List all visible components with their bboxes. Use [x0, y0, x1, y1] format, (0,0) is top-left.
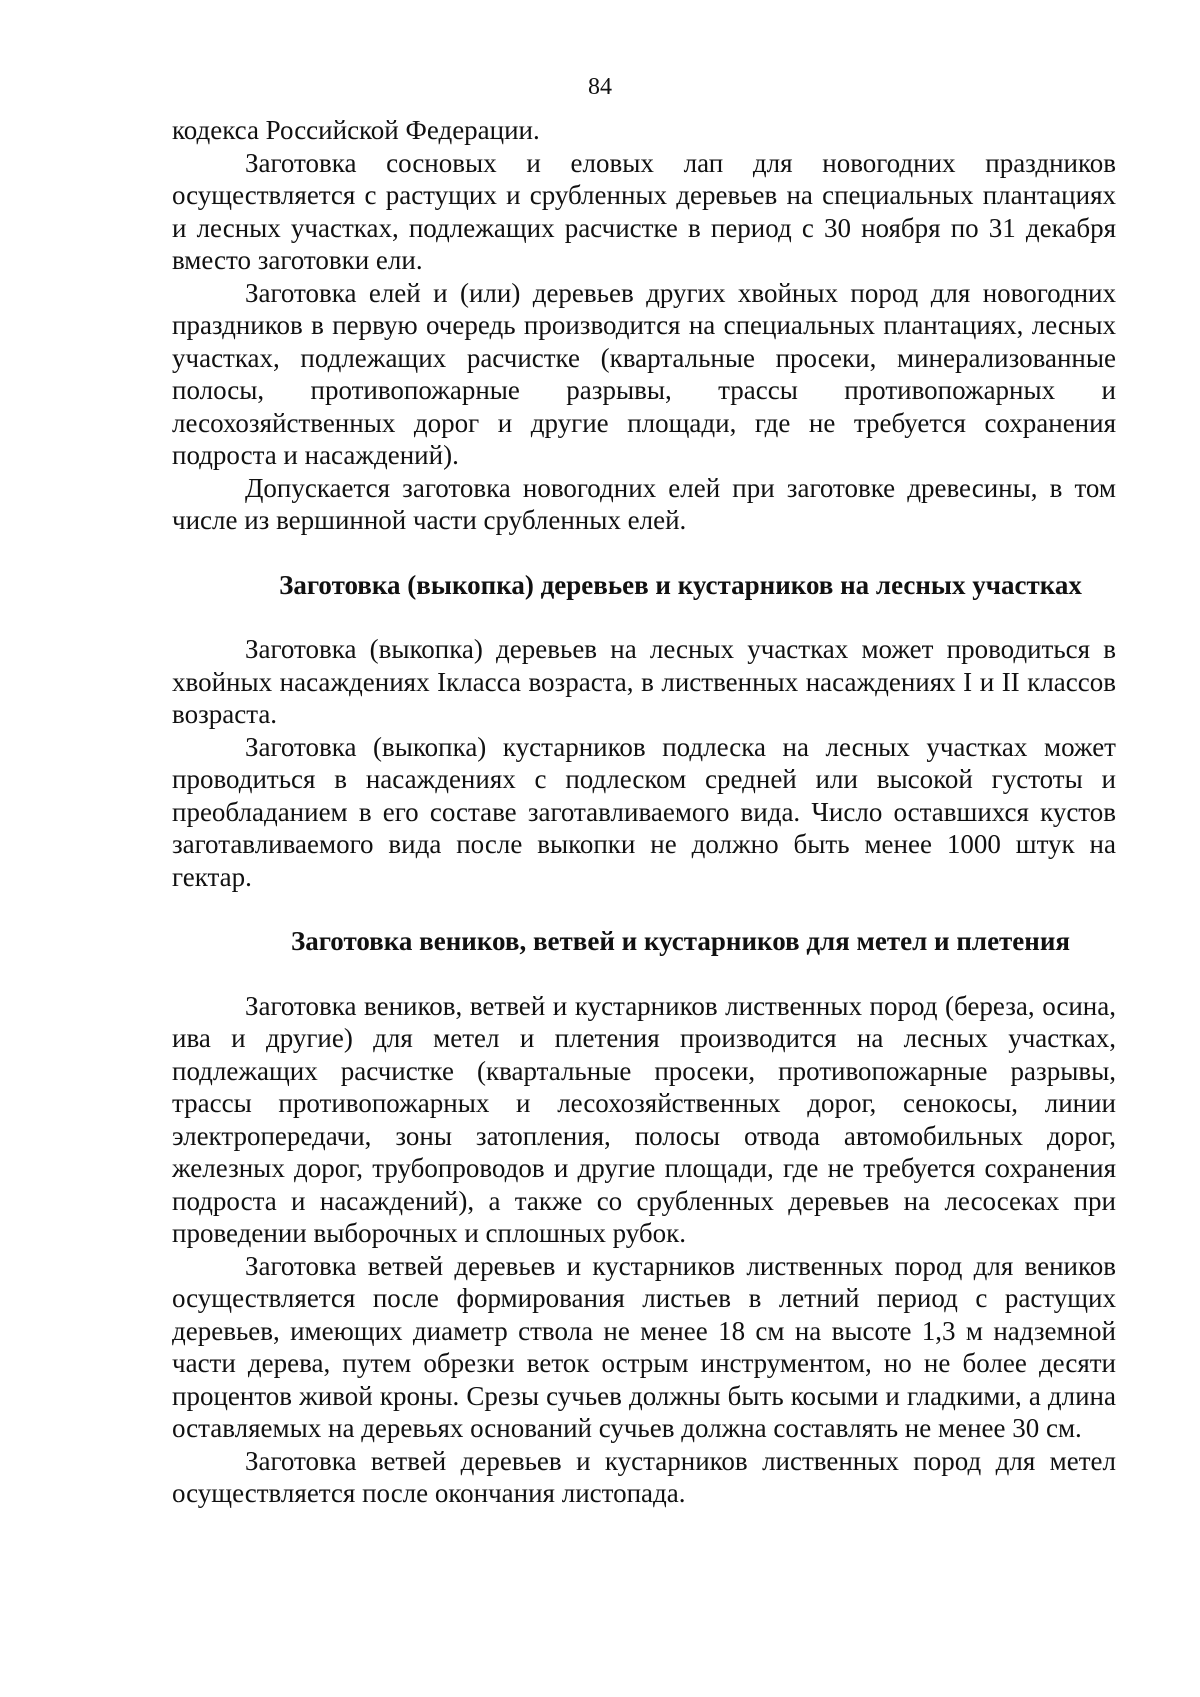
paragraph-brooms-autumn: Заготовка ветвей деревьев и кустарников лиственных пород для метел осуществляется после окончания листопада.: [172, 1445, 1116, 1508]
page-number: 84: [588, 74, 612, 100]
paragraph-new-year-trees: Заготовка елей и (или) деревьев других хвойных пород для новогодних праздников в первую очередь производится на специальных плантациях, лесных участках, подлежащих расчистке (квартальные просеки, минерализованные полосы, противопожарные разрывы, трассы противопожарных и лесохозяйственных дорог и другие площади, где не требуется сохранения подроста и насаждений).: [172, 277, 1116, 470]
paragraph-allowed-harvest: Допускается заготовка новогодних елей при заготовке древесины, в том числе из вершинной части срубленных елей.: [172, 472, 1116, 535]
paragraph-continuation: кодекса Российской Федерации.: [172, 115, 540, 145]
document-body: [172, 114, 1116, 1510]
section-heading-brooms: Заготовка веников, ветвей и кустарников для метел и плетения: [290, 926, 1071, 956]
paragraph-pine-spruce-branches: Заготовка сосновых и еловых лап для новогодних праздников осуществляется с растущих и срубленных деревьев на специальных плантациях и лесных участках, подлежащих расчистке в период с 30 ноября по 31 декабря вместо заготовки ели.: [172, 147, 1116, 275]
paragraph-digging-shrubs: Заготовка (выкопка) кустарников подлеска на лесных участках может проводиться в насаждениях с подлеском средней или высокой густоты и преобладанием в его составе заготавливаемого вида. Число оставшихся кустов заготавливаемого вида после выкопки не должно быть менее 1000 штук на гектар.: [172, 731, 1116, 892]
paragraph-brooms-summer: Заготовка ветвей деревьев и кустарников лиственных пород для веников осуществляется после формирования листьев в летний период с растущих деревьев, имеющих диаметр ствола не менее 18 см на высоте 1,3 м надземной части дерева, путем обрезки веток острым инструментом, но не более десяти процентов живой кроны. Срезы сучьев должны быть косыми и гладкими, а длина оставляемых на деревьях оснований сучьев должна составлять не менее 30 см.: [172, 1250, 1116, 1443]
paragraph-brooms-locations: Заготовка веников, ветвей и кустарников лиственных пород (береза, осина, ива и другие) для метел и плетения производится на лесных участках, подлежащих расчистке (квартальные просеки, противопожарные разрывы, трассы противопожарных и лесохозяйственных дорог, сенокосы, линии электропередачи, зоны затопления, полосы отвода автомобильных дорог, железных дорог, трубопроводов и другие площади, где не требуется сохранения подроста и насаждений), а также со срубленных деревьев на лесосеках при проведении выборочных и сплошных рубок.: [172, 990, 1116, 1248]
section-heading-digging: Заготовка (выкопка) деревьев и кустарников на лесных участках: [279, 569, 1082, 600]
paragraph-digging-trees: Заготовка (выкопка) деревьев на лесных участках может проводиться в хвойных насаждениях Iкласса возраста, в лиственных насаждениях I и II классов возраста.: [172, 634, 1117, 729]
